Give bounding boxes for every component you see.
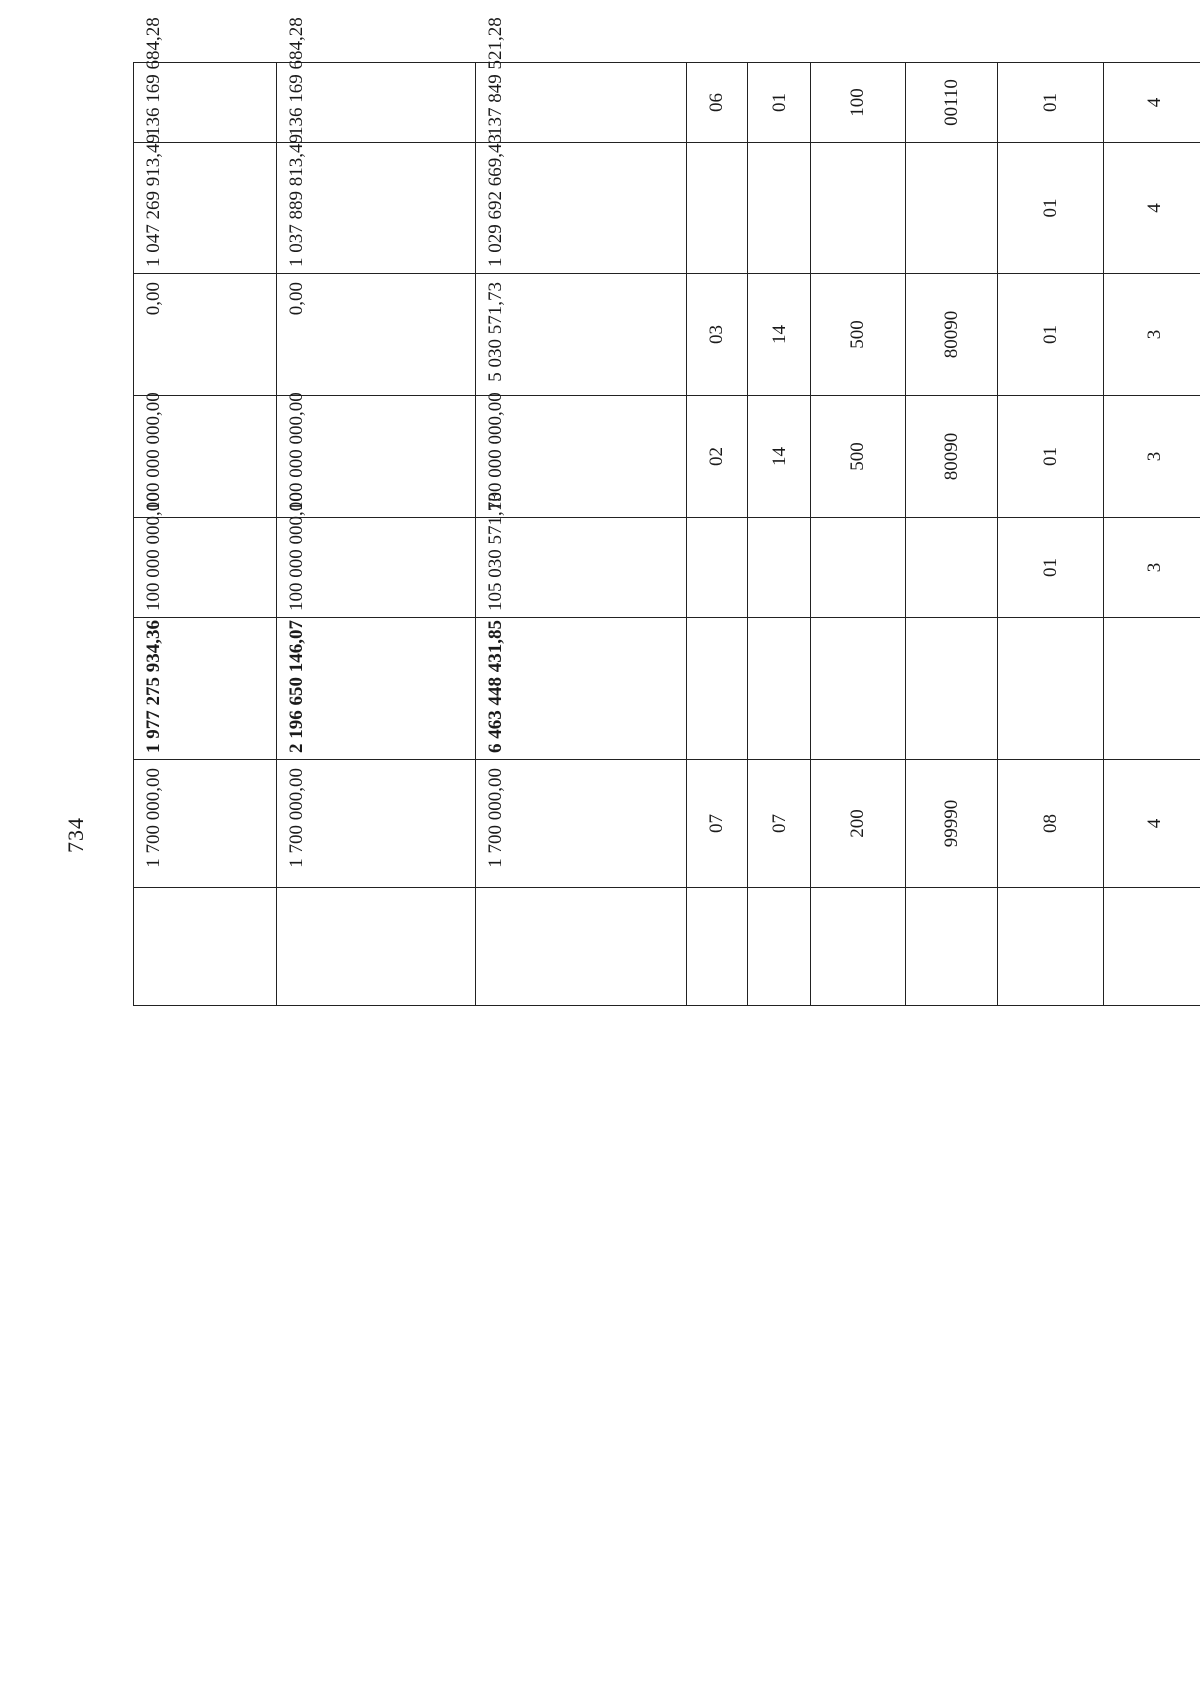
code-cell: 3 <box>1103 396 1200 518</box>
amount-cell: 136 169 684,28 <box>276 63 475 143</box>
amount-cell <box>276 888 475 1006</box>
field-row-v3 <box>134 63 277 1006</box>
amount-cell: 105 030 571,73 <box>475 518 686 618</box>
code-cell: 4 <box>1103 63 1200 143</box>
field-row-v2 <box>276 63 475 1006</box>
code-cell <box>686 888 747 1006</box>
field-row-c7 <box>686 63 747 1006</box>
code-cell <box>905 143 997 274</box>
code-cell <box>905 618 997 760</box>
field-row-c5 <box>811 63 905 1006</box>
code-cell <box>748 888 811 1006</box>
code-cell <box>811 143 905 274</box>
amount-cell: 1 029 692 669,43 <box>475 143 686 274</box>
code-cell: 80090 <box>905 396 997 518</box>
code-cell: 01 <box>997 518 1103 618</box>
code-cell <box>686 143 747 274</box>
amount-cell: 1 700 000,00 <box>475 760 686 888</box>
code-cell: 03 <box>686 274 747 396</box>
amount-cell: 100 000 000,00 <box>134 396 277 518</box>
code-cell <box>811 888 905 1006</box>
code-cell: 3 <box>1103 274 1200 396</box>
code-cell: 01 <box>748 63 811 143</box>
amount-cell: 1 700 000,00 <box>134 760 277 888</box>
code-cell: 80090 <box>905 274 997 396</box>
code-cell <box>997 888 1103 1006</box>
code-cell <box>905 518 997 618</box>
code-cell: 4 <box>1103 143 1200 274</box>
code-cell: 14 <box>748 396 811 518</box>
code-cell <box>811 618 905 760</box>
rotated-content <box>133 17 1200 1006</box>
code-cell <box>997 618 1103 760</box>
amount-cell: 100 000 000,00 <box>276 396 475 518</box>
code-cell: 07 <box>748 760 811 888</box>
amount-cell: 2 196 650 146,07 <box>276 618 475 760</box>
amount-cell: 100 000 000,00 <box>475 396 686 518</box>
budget-table <box>133 17 1200 1006</box>
code-cell: 100 <box>811 63 905 143</box>
amount-cell: 1 047 269 913,49 <box>134 143 277 274</box>
amount-cell: 136 169 684,28 <box>134 63 277 143</box>
code-cell <box>1103 888 1200 1006</box>
code-cell <box>811 518 905 618</box>
code-cell: 01 <box>997 143 1103 274</box>
field-row-c4 <box>905 63 997 1006</box>
code-cell: 01 <box>997 274 1103 396</box>
code-cell <box>748 518 811 618</box>
code-cell: 200 <box>811 760 905 888</box>
amount-cell <box>475 888 686 1006</box>
code-cell: 00110 <box>905 63 997 143</box>
amount-cell: 1 700 000,00 <box>276 760 475 888</box>
code-cell: 14 <box>748 274 811 396</box>
amount-cell: 1 037 889 813,49 <box>276 143 475 274</box>
code-cell: 07 <box>686 760 747 888</box>
amount-cell: 0,00 <box>276 274 475 396</box>
code-cell <box>1103 618 1200 760</box>
amount-cell: 6 463 448 431,85 <box>475 618 686 760</box>
code-cell: 4 <box>1103 760 1200 888</box>
code-cell <box>686 518 747 618</box>
code-cell: 06 <box>686 63 747 143</box>
field-row-c3 <box>997 63 1103 1006</box>
code-cell: 3 <box>1103 518 1200 618</box>
amount-cell: 5 030 571,73 <box>475 274 686 396</box>
code-cell: 02 <box>686 396 747 518</box>
field-row-c2 <box>1103 63 1200 1006</box>
field-row-c6 <box>748 63 811 1006</box>
amount-cell: 1 977 275 934,36 <box>134 618 277 760</box>
page-number: 734 <box>63 817 88 853</box>
amount-cell: 0,00 <box>134 274 277 396</box>
code-cell <box>748 143 811 274</box>
budget-table-wrapper <box>133 17 1166 1634</box>
code-cell <box>686 618 747 760</box>
table-body <box>134 17 1200 1006</box>
amount-cell: 100 000 000,00 <box>134 518 277 618</box>
code-cell: 08 <box>997 760 1103 888</box>
amount-cell <box>134 888 277 1006</box>
code-cell: 01 <box>997 63 1103 143</box>
amount-cell: 100 000 000,00 <box>276 518 475 618</box>
amount-cell: 137 849 521,28 <box>475 63 686 143</box>
code-cell: 500 <box>811 396 905 518</box>
code-cell: 01 <box>997 396 1103 518</box>
code-cell <box>748 618 811 760</box>
code-cell: 500 <box>811 274 905 396</box>
code-cell: 99990 <box>905 760 997 888</box>
code-cell <box>905 888 997 1006</box>
field-row-v1 <box>475 63 686 1006</box>
